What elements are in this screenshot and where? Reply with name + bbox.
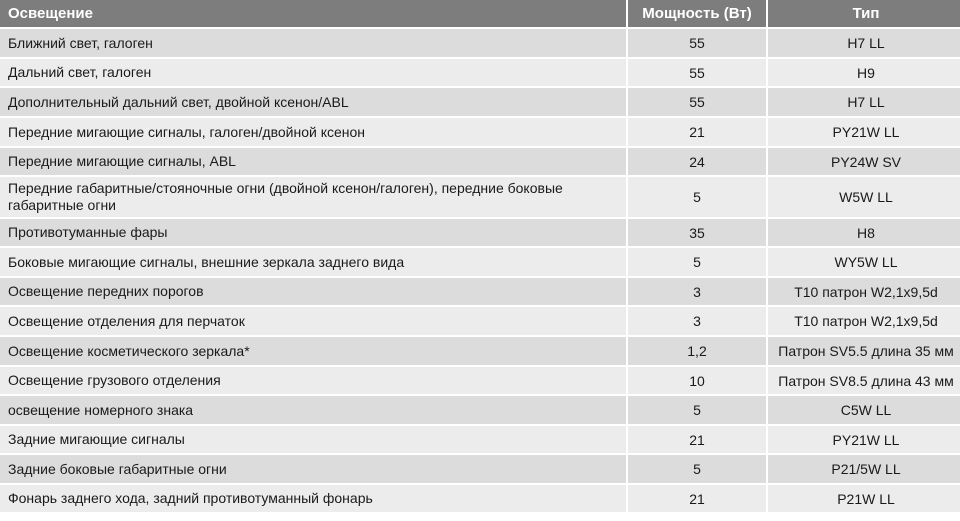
row-name: Передние мигающие сигналы, ABL — [0, 148, 626, 177]
row-power: 5 — [628, 248, 766, 278]
row-type: H9 — [768, 59, 960, 88]
row-type: H8 — [768, 219, 960, 248]
row-type: T10 патрон W2,1x9,5d — [768, 278, 960, 307]
row-type: PY24W SV — [768, 148, 960, 177]
row-power: 5 — [628, 177, 766, 219]
row-power: 3 — [628, 307, 766, 337]
row-type: W5W LL — [768, 177, 960, 219]
row-name: Задние боковые габаритные огни — [0, 455, 626, 485]
header-type: Тип — [768, 0, 960, 29]
row-name: Задние мигающие сигналы — [0, 426, 626, 455]
row-power: 35 — [628, 219, 766, 248]
row-type: Патрон SV8.5 длина 43 мм — [768, 367, 960, 396]
row-power: 3 — [628, 278, 766, 307]
row-power: 55 — [628, 59, 766, 88]
row-type: Патрон SV5.5 длина 35 мм — [768, 337, 960, 367]
row-type: P21W LL — [768, 485, 960, 514]
row-name: Противотуманные фары — [0, 219, 626, 248]
row-power: 21 — [628, 426, 766, 455]
row-type: P21/5W LL — [768, 455, 960, 485]
row-name: Освещение грузового отделения — [0, 367, 626, 396]
row-power: 21 — [628, 118, 766, 148]
row-name: Фонарь заднего хода, задний противотуманный фонарь — [0, 485, 626, 514]
row-name: Освещение отделения для перчаток — [0, 307, 626, 337]
row-name: Освещение передних порогов — [0, 278, 626, 307]
row-power: 10 — [628, 367, 766, 396]
row-name: Передние габаритные/стояночные огни (двойной ксенон/галоген), передние боковые габаритные огни — [0, 177, 626, 219]
header-lighting: Освещение — [0, 0, 626, 29]
row-type: H7 LL — [768, 29, 960, 59]
row-name: Освещение косметического зеркала* — [0, 337, 626, 367]
row-name: освещение номерного знака — [0, 396, 626, 426]
row-name: Дополнительный дальний свет, двойной ксенон/ABL — [0, 88, 626, 118]
row-type: C5W LL — [768, 396, 960, 426]
row-type: WY5W LL — [768, 248, 960, 278]
header-power: Мощность (Вт) — [628, 0, 766, 29]
row-power: 21 — [628, 485, 766, 514]
row-type: H7 LL — [768, 88, 960, 118]
row-name: Боковые мигающие сигналы, внешние зеркала заднего вида — [0, 248, 626, 278]
row-type: PY21W LL — [768, 118, 960, 148]
row-power: 24 — [628, 148, 766, 177]
row-power: 1,2 — [628, 337, 766, 367]
row-power: 55 — [628, 88, 766, 118]
row-name: Ближний свет, галоген — [0, 29, 626, 59]
row-power: 5 — [628, 396, 766, 426]
row-power: 55 — [628, 29, 766, 59]
row-type: T10 патрон W2,1x9,5d — [768, 307, 960, 337]
row-power: 5 — [628, 455, 766, 485]
row-name: Передние мигающие сигналы, галоген/двойной ксенон — [0, 118, 626, 148]
row-name: Дальний свет, галоген — [0, 59, 626, 88]
row-type: PY21W LL — [768, 426, 960, 455]
